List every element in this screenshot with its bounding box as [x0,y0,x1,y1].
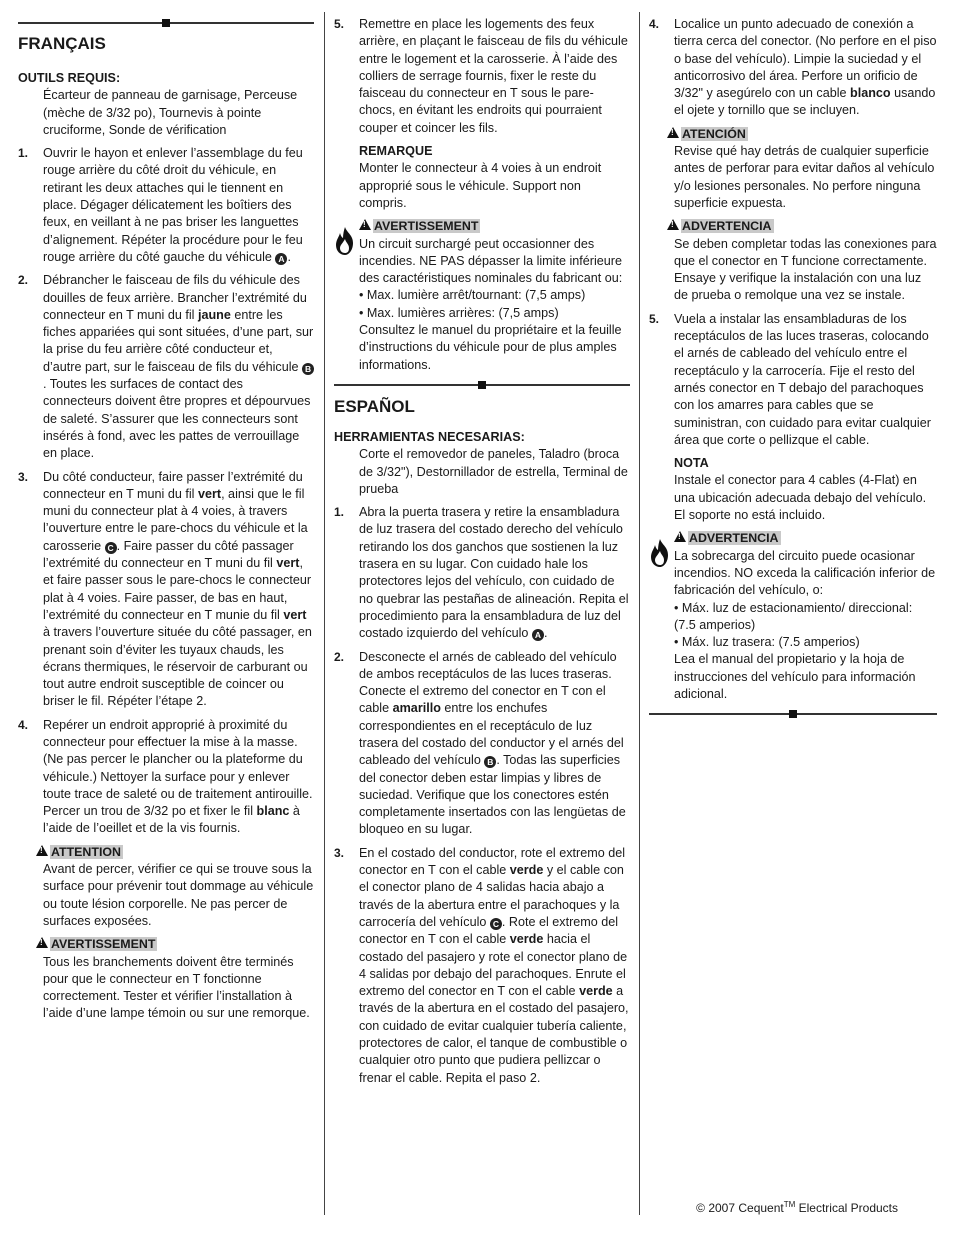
warning-text: La sobrecarga del circuito puede ocasionar incendios. NO exceda la calificación inferior de fabricación del vehículo, o: [674,548,936,598]
warning-triangle-icon [36,845,48,856]
step-text: Débrancher le faisceau de fils du véhicule des douilles de feux arrière. Brancher l’extrémité du connecteur en T muni du fil [43,273,307,322]
warning-label: AVERTISSEMENT [51,937,156,952]
attention-text: Revise qué hay detrás de cualquier superficie antes de perforar para evitar daños al vehículo y/o lesiones personales. No perfore ninguna superficie expuesta. [674,144,935,210]
step-text: . Todas las superficies del conector deben estar limpias y libres de suciedad. Verifique que los conectores estén completamente insertados con las lengüetas de bloqueo en su lugar. [359,753,626,837]
marker-c-icon: C [105,542,117,554]
note-title: NOTA [674,456,709,471]
step-text: entre les fiches appariées qui sont situées, d’une part, sur la prise du feu arrière côté conducteur et, d’autre part, sur le faisceau de fils du véhicule [43,307,314,374]
step-1 [334,504,630,642]
column-spanish-2 [649,0,937,715]
step-text: , ainsi que le fil muni du connecteur plat à 4 voies, à travers l’ouverture entre le pare-chocs du véhicule et la carosserie [43,486,308,553]
tools-text: Corte el removedor de paneles, Taladro (broca de 3/32"), Destornillador de estrella, Terminal de prueba [359,447,628,496]
step-text: . [543,626,548,641]
wire-color: jaune [197,307,231,322]
warning-text: Consultez le manuel du propriétaire et la feuille d’instructions du véhicule pour de plus amples informations. [359,323,622,372]
warning-triangle-icon [667,219,679,230]
step-1 [18,145,314,266]
step-text: usando el ojete y tornillo que se incluyen. [674,86,936,118]
warning-callout [674,530,937,547]
flame-icon [334,226,356,256]
warning-text: Lea el manual del propietario y la hoja de instrucciones del vehículo para información adicional. [674,652,916,701]
step-number: 2. [334,649,345,664]
step-text: Desconecte el arnés de cableado del vehículo de ambos receptáculos de las luces traseras. Conecte el extremo del conector en T con el cable [359,649,617,716]
warning-text: Se deben completar todas las conexiones para que el conector en T funcione correctamente. Ensaye y verifique la instalación con una luz de prueba o remolque una vez se instale. [674,236,937,303]
wire-color: amarillo [392,701,441,716]
step-number: 3. [18,469,29,484]
step-text: entre los enchufes correspondientes en el receptáculo de luz trasera del costado del conductor y el arnés del cableado del vehículo [359,701,624,768]
attention-text: Avant de percer, vérifier ce qui se trouve sous la surface pour prévenir tout dommage au véhicule ou toute lésion corporelle. Ne pas percer de surfaces exposées. [43,862,314,928]
column-french-2-spanish-1 [334,0,630,1087]
wire-color: vert [283,607,307,622]
step-2 [18,272,314,462]
footer-text: Electrical Products [795,1201,898,1215]
step-text: Localice un punto adecuado de conexión a tierra cerca del conector. (No perfore en el piso o base del vehículo). Limpie la suciedad y el anticorrosivo del área. Perfore un orificio de 3/32" y asegúrelo con un cable [674,17,937,101]
step-text: à l’aide de l’oeillet et de la vis fournis. [43,804,300,836]
column-french-1 [18,0,314,1023]
step-number: 2. [18,273,29,288]
step-text: . Toutes les surfaces de contact des connecteurs doivent être propres et dépourvues de saleté. S’assurer que les connecteurs sont insérés à fond, avec les pattes de verrouillage en place. [43,377,311,461]
attention-label: ATENCIÓN [682,126,746,141]
wire-color: verde [579,984,613,999]
warning-text: Tous les branchements doivent être terminés pour que le connecteur en T fonctionne correctement. Tester et vérifier l’installation à l’aide d’une lampe témoin ou sur une remorque. [43,954,310,1021]
step-text: Abra la puerta trasera y retire la ensambladura de luz trasera del costado derecho del vehículo retirando los dos ganchos que sostienen la luz trasera en su lugar. Con cuidado hale los protectores lejos del vehículo, con cuidado de no quebrar las pestañas de alineación. Repita el procedimiento para la ensambladura de luz del costado izquierdo del vehículo [359,505,629,641]
attention-callout [36,844,314,861]
attention-label: ATTENTION [51,844,121,859]
step-text: En el costado del conductor, rote el extremo del conector en T con el cable [359,845,626,878]
section-heading-french: FRANÇAIS [18,34,106,53]
wire-color: vert [197,486,222,501]
step-3 [18,469,314,711]
section-rule [649,713,937,715]
section-rule [334,384,630,386]
note-text: Monter le connecteur à 4 voies à un endroit approprié sous le véhicule. Support non compris. [359,161,602,210]
marker-b-icon: B [484,756,496,768]
step-text: Du côté conducteur, faire passer l’extrémité du connecteur en T muni du fil [43,469,303,501]
flame-icon [649,538,671,568]
warning-bullet: • Máx. luz trasera: (7.5 amperios) [674,635,860,650]
warning-triangle-icon [674,531,686,542]
note-text: Instale el conector para 4 cables (4-Flat) en una ubicación adecuada debajo del vehículo. El soporte no está incluido. [674,473,927,523]
step-text: . [287,249,291,264]
step-text: Repérer un endroit approprié à proximité du connecteur pour effectuer la mise à la masse. (Ne pas percer le plancher ou la plateforme du véhicule.) Nettoyer la surface pour y enlever toute trace de saleté ou de traitement antirouille. Percer un trou de 3/32 po et fixer le fil [43,717,313,819]
warning-bullet: • Max. lumière arrêt/tournant: (7,5 amps) [359,288,586,303]
footer-text: © 2007 Cequent [696,1201,784,1215]
note-title: REMARQUE [359,144,433,159]
section-heading-spanish: ESPAÑOL [334,396,415,416]
marker-c-icon: C [490,918,502,930]
warning-triangle-icon [359,219,371,230]
trademark-symbol: TM [783,1200,796,1209]
step-text: . Rote el extremo del conector en T con el cable [359,914,619,947]
warning-callout [36,936,314,953]
marker-b-icon: B [302,363,314,375]
marker-a-icon: A [532,629,544,641]
step-text: hacia el costado del pasajero y rote el conector plano de 4 salidas por debajo del parachoques. Enrute el extremo del conector en T con el cable [359,932,628,999]
attention-callout [667,126,937,143]
step-5 [334,16,630,137]
copyright-footer [696,1196,898,1217]
step-text: a través de la abertura en el costado del pasajero, con cuidado de evitar cualquier tubería caliente, protectores de calor, el tanque de combustible o cualquier otro punto que pudiera pellizcar o frenar el cable. Repita el paso 2. [359,984,629,1085]
warning-label: AVERTISSEMENT [374,219,479,234]
tools-text: Écarteur de panneau de garnisage, Perceuse (mèche de 3/32 po), Tournevis à pointe cruciforme, Sonde de vérification [43,88,298,137]
wire-color: vert [276,556,300,571]
warning-label: ADVERTENCIA [689,531,779,546]
fire-warning-block [649,530,937,703]
warning-bullet: • Max. lumières arrières: (7,5 amps) [359,305,559,320]
step-number: 5. [334,17,345,31]
wire-color: blanco [850,86,891,101]
step-number: 1. [18,146,29,161]
marker-a-icon: A [275,253,287,265]
tools-title: HERRAMIENTAS NECESARIAS: [334,429,525,444]
wire-color: verde [509,863,544,878]
column-divider [324,12,325,1215]
step-number: 3. [334,845,345,860]
step-number: 1. [334,505,345,520]
wire-color: verde [509,932,544,947]
step-2 [334,649,630,839]
step-text: Vuela a instalar las ensambladuras de los receptáculos de las luces traseras, colocando el arnés de cableado del vehículo entre el receptáculo y la carrocería. Fije el resto del arnés conector en T debajo del parachoques con los amarres para cables que se suministran, con cuidado para evitar cualquier área que corte o pellizque el cable. [674,311,931,447]
warning-text: Un circuit surchargé peut occasionner des incendies. NE PAS dépasser la limite inférieure des caractéristiques nominales du fabricant ou: [359,236,623,286]
warning-label: ADVERTENCIA [682,219,772,234]
step-text: à travers l’ouverture située du côté passager, en prenant soin d’éviter les tuyaux chauds, les écrans thermiques, le réservoir de carburant ou tout autre endroit susceptible de coincer ou briser le fil. Répéter l’étape 2. [43,625,312,709]
column-divider [639,12,640,1215]
step-4 [649,16,937,120]
warning-bullet: • Máx. luz de estacionamiento/ direccional: (7.5 amperios) [674,600,913,632]
step-text: y el cable con el conector plano de 4 salidas hacia abajo a través de la abertura entre el parachoques y la carrocería del vehículo [359,863,624,929]
step-text: , et faire passer sous le pare-chocs le connecteur plat à 4 voies. Faire passer, de bas en haut, l’extrémité du connecteur en T munie du fil [43,556,312,622]
step-number: 5. [649,311,660,326]
step-text: Remettre en place les logements des feux arrière, en plaçant le faisceau de fils du véhicule entre le logement et la carosserie. À l’aide des colliers de serrage fournis, fixer le reste du faisceau du connecteur en T sous le pare-chocs, en évitant les endroits qui pourraient couper et coincer les fils. [359,17,628,135]
step-5 [649,311,937,449]
wire-color: blanc [256,804,290,819]
step-4 [18,717,314,838]
tools-title: OUTILS REQUIS: [18,71,121,85]
warning-triangle-icon [667,127,679,138]
step-number: 4. [18,717,29,732]
section-rule [18,22,314,24]
warning-triangle-icon [36,937,48,948]
step-number: 4. [649,17,660,31]
warning-callout [359,218,630,235]
step-text: Ouvrir le hayon et enlever l’assemblage du feu rouge arrière du côté droit du véhicule, en retirant les deux attaches qui le tiennent en place. Dégager délicatement les boîtiers des feux, en veillant à ne pas briser les languettes d’alignement. Répéter la procédure pour le feu rouge arrière du côté gauche du véhicule [43,146,303,264]
step-text: . Faire passer du côté passager l’extrémité du connecteur en T muni du fil [43,538,294,571]
fire-warning-block [334,218,630,374]
step-3 [334,845,630,1087]
warning-callout [667,218,937,235]
